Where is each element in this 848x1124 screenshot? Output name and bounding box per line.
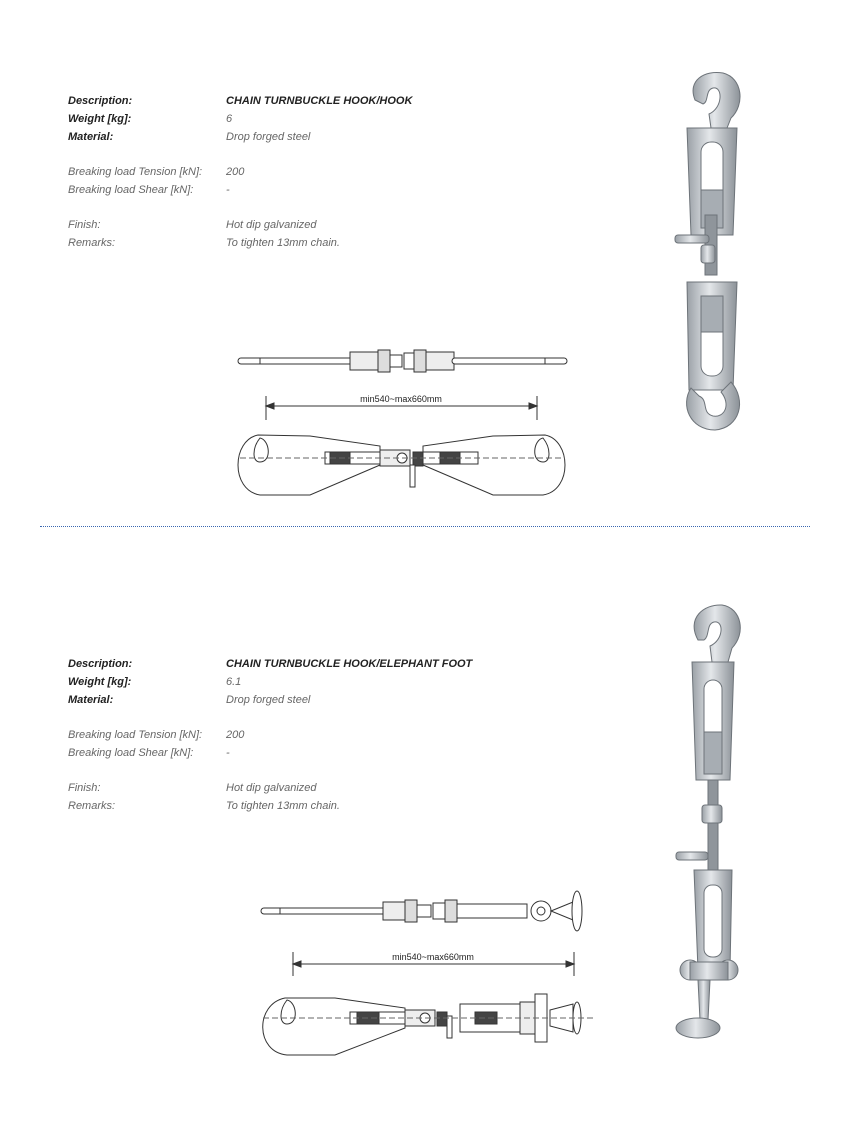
product-2-spec bbox=[68, 655, 488, 815]
dimension-label: min540~max660mm bbox=[360, 394, 442, 404]
tension-value: 200 bbox=[226, 729, 245, 741]
material-label: Material: bbox=[68, 131, 114, 143]
remarks-value: To tighten 13mm chain. bbox=[226, 237, 340, 249]
remarks-row bbox=[68, 797, 488, 815]
remarks-row bbox=[68, 234, 488, 252]
finish-label: Finish: bbox=[68, 782, 101, 794]
description-row bbox=[68, 655, 488, 673]
description-label: Description: bbox=[68, 658, 133, 670]
shear-row bbox=[68, 744, 488, 762]
description-value: CHAIN TURNBUCKLE HOOK/ELEPHANT FOOT bbox=[226, 658, 473, 670]
product-1-spec bbox=[68, 92, 488, 252]
tension-label: Breaking load Tension [kN]: bbox=[68, 729, 203, 741]
material-label: Material: bbox=[68, 694, 114, 706]
weight-value: 6 bbox=[226, 113, 233, 125]
weight-label: Weight [kg]: bbox=[68, 676, 132, 688]
hook-elephant-foot-product-photo bbox=[668, 600, 748, 1045]
weight-label: Weight [kg]: bbox=[68, 113, 132, 125]
material-value: Drop forged steel bbox=[226, 131, 311, 143]
hook-elephant-foot-technical-drawing bbox=[255, 880, 600, 1060]
shear-label: Breaking load Shear [kN]: bbox=[68, 184, 194, 196]
weight-row bbox=[68, 110, 488, 128]
description-value: CHAIN TURNBUCKLE HOOK/HOOK bbox=[226, 95, 413, 107]
weight-row bbox=[68, 673, 488, 691]
dimension-label: min540~max660mm bbox=[392, 952, 474, 962]
finish-row bbox=[68, 779, 488, 797]
description-label: Description: bbox=[68, 95, 133, 107]
shear-value: - bbox=[226, 184, 230, 196]
tension-row bbox=[68, 163, 488, 181]
material-row bbox=[68, 128, 488, 146]
hook-hook-technical-drawing bbox=[230, 340, 575, 505]
shear-value: - bbox=[226, 747, 230, 759]
weight-value: 6.1 bbox=[226, 676, 242, 688]
finish-label: Finish: bbox=[68, 219, 101, 231]
finish-value: Hot dip galvanized bbox=[226, 782, 317, 794]
tension-label: Breaking load Tension [kN]: bbox=[68, 166, 203, 178]
finish-value: Hot dip galvanized bbox=[226, 219, 317, 231]
description-row bbox=[68, 92, 488, 110]
remarks-value: To tighten 13mm chain. bbox=[226, 800, 340, 812]
remarks-label: Remarks: bbox=[68, 800, 116, 812]
tension-value: 200 bbox=[226, 166, 245, 178]
shear-label: Breaking load Shear [kN]: bbox=[68, 747, 194, 759]
section-divider bbox=[40, 526, 810, 527]
tension-row bbox=[68, 726, 488, 744]
material-row bbox=[68, 691, 488, 709]
remarks-label: Remarks: bbox=[68, 237, 116, 249]
hook-hook-product-photo bbox=[665, 70, 755, 435]
shear-row bbox=[68, 181, 488, 199]
material-value: Drop forged steel bbox=[226, 694, 311, 706]
finish-row bbox=[68, 216, 488, 234]
